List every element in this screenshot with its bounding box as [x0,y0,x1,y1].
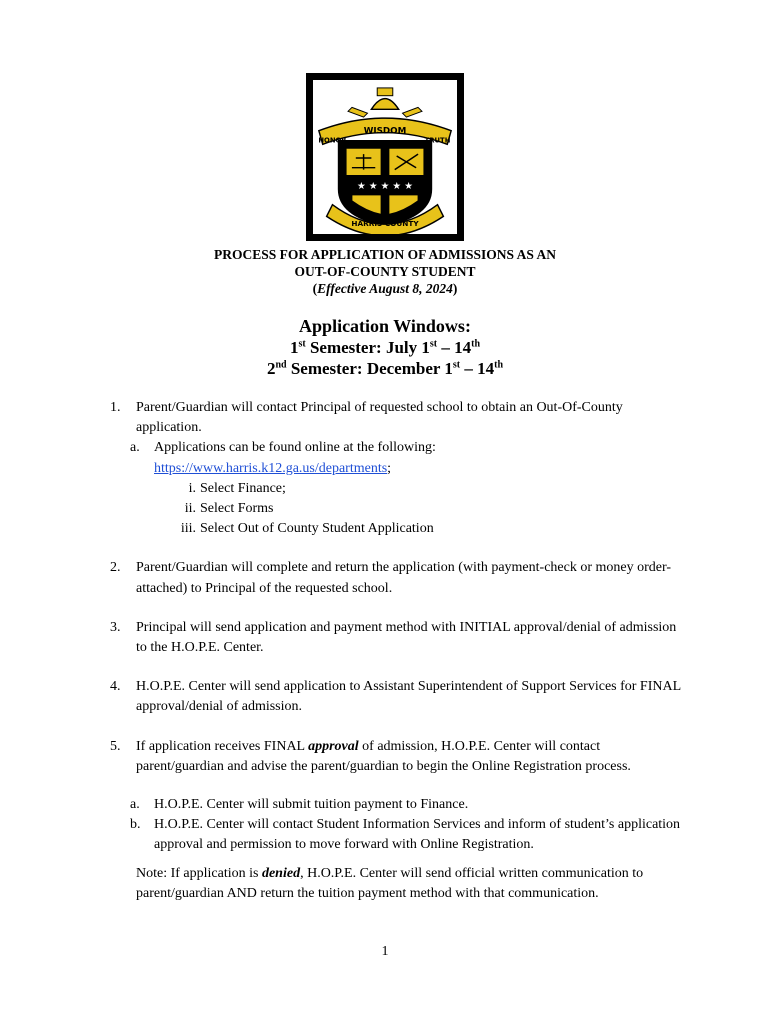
sub-number: a. [130,797,140,813]
spacer [136,777,690,795]
sem1-sup3: th [471,338,481,350]
effective-close-paren: ) [452,281,458,296]
denial-note [110,864,690,904]
step-3 [110,618,690,658]
effective-open-paren: ( [312,281,318,296]
step-number: 3. [110,619,121,635]
step-text: Principal will send application and payment method with INITIAL approval/denial of admission to the H.O.P.E. Center. [136,619,677,656]
sub-text: H.O.P.E. Center will contact Student Information Services and inform of student’s application approval and permission to move forward with Online Registration. [154,817,681,853]
windows-heading: Application Windows: [299,316,471,336]
semester-2-window [0,358,770,379]
step-1-sub-ii [110,499,690,519]
step-2 [110,558,690,598]
step-5 [110,737,690,856]
note-post: , H.O.P.E. Center will send official written communication to parent/guardian AND return the tuition payment method with that communication. [136,865,644,901]
link-semicolon: ; [387,460,392,476]
roman-number: iii. [180,521,196,537]
step-4 [110,677,690,717]
sub-number: a. [130,440,140,456]
sem1-end: – 14 [437,338,472,357]
page-number: 1 [381,944,389,959]
step-number: 5. [110,738,121,754]
roman-text: Select Out of County Student Application [200,521,434,537]
step-text [136,737,690,777]
departments-link[interactable]: https://www.harris.k12.ga.us/departments [154,460,388,476]
sem2-num: 2 [266,359,276,378]
semester-1-window [0,337,770,358]
crest-banner-right: TRUTH [424,136,451,145]
application-windows [0,316,770,379]
step-1 [110,398,690,539]
sem1-sup2: st [429,338,438,350]
sem2-text: Semester: December 1 [286,359,453,378]
crest-banner-left: HONOR [318,136,347,145]
process-steps-list [110,398,690,904]
step-number: 2. [110,560,121,576]
step-5-sub-a [110,795,690,815]
title-line-2: OUT-OF-COUNTY STUDENT [294,264,476,279]
crest-graphic [313,80,457,234]
effective-date-text: Effective August 8, 2024 [317,281,453,296]
step-1-sub-i [110,479,690,499]
note-denied-emphasis: denied [261,865,301,881]
step-1-sub-a [110,438,690,478]
note-pre: Note: If application is [136,865,262,881]
sem1-sup: st [298,338,306,350]
roman-number: i. [188,480,196,496]
title-effective-date [0,280,770,297]
school-crest-logo [306,73,464,241]
sub-text: H.O.P.E. Center will submit tuition payment to Finance. [154,797,469,813]
sub-text: Applications can be found online at the following: [154,440,436,456]
sem2-sup3: th [494,359,504,371]
title-line-1: PROCESS FOR APPLICATION OF ADMISSIONS AS AN [213,247,557,262]
step-1-sub-iii [110,519,690,539]
step5-text-post: of admission, H.O.P.E. Center will contact parent/guardian and advise the parent/guardian to begin the Online Registration process. [136,738,631,774]
step-text: Parent/Guardian will contact Principal of requested school to obtain an Out-Of-County application. [136,400,623,436]
sem2-sup2: st [452,359,461,371]
crest-frame [313,80,457,234]
sub-number: b. [130,817,141,833]
step5-approval-emphasis: approval [308,738,359,754]
document-title [0,246,770,297]
sem1-num: 1 [289,338,299,357]
roman-text: Select Forms [200,501,274,517]
crest-banner-top: WISDOM [363,126,407,137]
roman-text: Select Finance; [200,480,286,496]
sem1-text: Semester: July 1 [305,338,430,357]
step-text: Parent/Guardian will complete and return the application (with payment-check or money order- attached) to Principal of the requested school. [136,560,672,596]
step5-text-pre: If application receives FINAL [136,738,309,754]
svg-text:★ ★ ★ ★ ★: ★ ★ ★ ★ ★ [357,181,413,193]
sem2-sup: nd [275,359,287,371]
step-text: H.O.P.E. Center will send application to Assistant Superintendent of Support Services for FINAL approval/denial of admission. [136,679,681,715]
step-number: 1. [110,400,121,415]
crest-banner-bottom: HARRIS COUNTY [351,219,419,229]
step-5-sub-b [110,815,690,855]
step-number: 4. [110,679,121,695]
sem2-end: – 14 [460,359,495,378]
roman-number: ii. [184,501,196,517]
